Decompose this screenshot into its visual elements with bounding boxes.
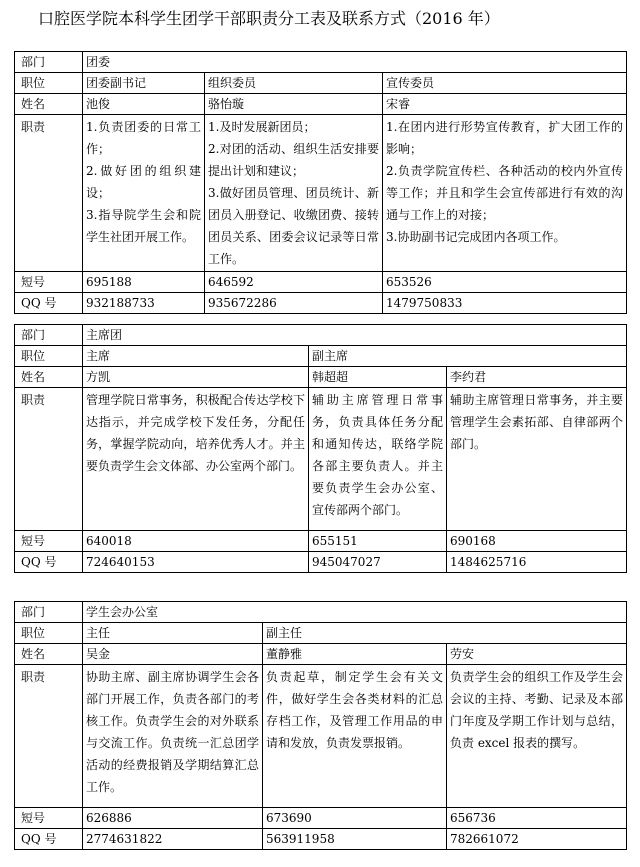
position-row [15,73,627,94]
phone-cell: 646592 [205,272,383,293]
phone-label: 短号 [15,531,83,552]
name-label: 姓名 [15,367,83,388]
name-cell: 韩超超 [309,367,447,388]
dept-row [15,325,627,346]
duty-label: 职责 [15,388,83,531]
position-cell: 副主席 [309,346,627,367]
duty-label: 职责 [15,665,83,808]
duty-cell: 1.负责团委的日常工作； 2.做好团的组织建设； 3.指导院学生会和院学生社团开展工作。 [83,115,205,272]
name-cell: 劳安 [447,644,627,665]
name-cell: 方凯 [83,367,309,388]
qq-row [15,552,627,573]
qq-label: QQ 号 [15,829,83,850]
position-cell: 主席 [83,346,309,367]
phone-row [15,272,627,293]
name-cell: 骆怡璇 [205,94,383,115]
phone-cell: 695188 [83,272,205,293]
dept-row [15,52,627,73]
name-label: 姓名 [15,94,83,115]
position-cell: 主任 [83,623,263,644]
position-cell: 宣传委员 [383,73,627,94]
duty-cell: 负责学生会的组织工作及学生会会议的主持、考勤、记录及本部门年度及学期工作计划与总结，负责 excel 报表的撰写。 [447,665,627,808]
name-label: 姓名 [15,644,83,665]
position-row [15,623,627,644]
position-cell: 组织委员 [205,73,383,94]
qq-row [15,829,627,850]
phone-cell: 673690 [263,808,447,829]
duty-row [15,665,627,808]
table-student-union-office [14,601,627,850]
duty-cell: 负责起草，制定学生会有关文件，做好学生会各类材料的汇总存档工作，及管理工作用品的申请和发放，负责发票报销。 [263,665,447,808]
qq-label: QQ 号 [15,293,83,314]
phone-label: 短号 [15,272,83,293]
dept-label: 部门 [15,325,83,346]
qq-cell: 2774631822 [83,829,263,850]
name-row [15,644,627,665]
duty-cell: 辅助主席管理日常事务，并主要管理学生会素拓部、自律部两个部门。 [447,388,627,531]
duty-row [15,115,627,272]
position-row [15,346,627,367]
dept-value: 学生会办公室 [83,602,627,623]
duty-cell: 管理学院日常事务，积极配合传达学校下达指示，并完成学校下发任务，分配任务，掌握学院动向，培养优秀人才。并主要负责学生会文体部、办公室两个部门。 [83,388,309,531]
duty-cell: 1.及时发展新团员； 2.对团的活动、组织生活安排要提出计划和建议； 3.做好团员管理、团员统计、新团员入册登记、收缴团费、接转团员关系、团委会议记录等日常工作。 [205,115,383,272]
duty-cell: 辅助主席管理日常事务，负责具体任务分配和通知传达，联络学院各部主要负责人。并主要负责学生会办公室、宣传部两个部门。 [309,388,447,531]
position-label: 职位 [15,623,83,644]
phone-label: 短号 [15,808,83,829]
duty-cell: 协助主席、副主席协调学生会各部门开展工作，负责各部门的考核工作。负责学生会的对外联系与交流工作。负责统一汇总团学活动的经费报销及学期结算汇总工作。 [83,665,263,808]
name-cell: 吴金 [83,644,263,665]
name-cell: 李约君 [447,367,627,388]
phone-cell: 640018 [83,531,309,552]
phone-row [15,808,627,829]
phone-cell: 626886 [83,808,263,829]
position-cell: 团委副书记 [83,73,205,94]
qq-cell: 935672286 [205,293,383,314]
name-cell: 池俊 [83,94,205,115]
phone-cell: 690168 [447,531,627,552]
dept-value: 主席团 [83,325,627,346]
dept-label: 部门 [15,602,83,623]
phone-cell: 655151 [309,531,447,552]
phone-cell: 656736 [447,808,627,829]
table-presidium [14,324,627,573]
qq-cell: 724640153 [83,552,309,573]
name-cell: 宋睿 [383,94,627,115]
qq-cell: 1484625716 [447,552,627,573]
duty-row [15,388,627,531]
table-youth-league [14,51,627,314]
name-row [15,367,627,388]
duty-label: 职责 [15,115,83,272]
duty-cell: 1.在团内进行形势宣传教育，扩大团工作的影响； 2.负责学院宣传栏、各种活动的校内外宣传等工作；并且和学生会宣传部进行有效的沟通与工作上的对接； 3.协助副书记完成团内各项工作。 [383,115,627,272]
phone-row [15,531,627,552]
phone-cell: 653526 [383,272,627,293]
dept-value: 团委 [83,52,627,73]
document-title: 口腔医学院本科学生团学干部职责分工表及联系方式（2016 年） [38,9,500,28]
qq-cell: 1479750833 [383,293,627,314]
qq-cell: 563911958 [263,829,447,850]
position-label: 职位 [15,73,83,94]
qq-row [15,293,627,314]
dept-label: 部门 [15,52,83,73]
name-row [15,94,627,115]
position-cell: 副主任 [263,623,627,644]
qq-cell: 782661072 [447,829,627,850]
qq-label: QQ 号 [15,552,83,573]
qq-cell: 932188733 [83,293,205,314]
dept-row [15,602,627,623]
position-label: 职位 [15,346,83,367]
qq-cell: 945047027 [309,552,447,573]
name-cell: 董静雅 [263,644,447,665]
